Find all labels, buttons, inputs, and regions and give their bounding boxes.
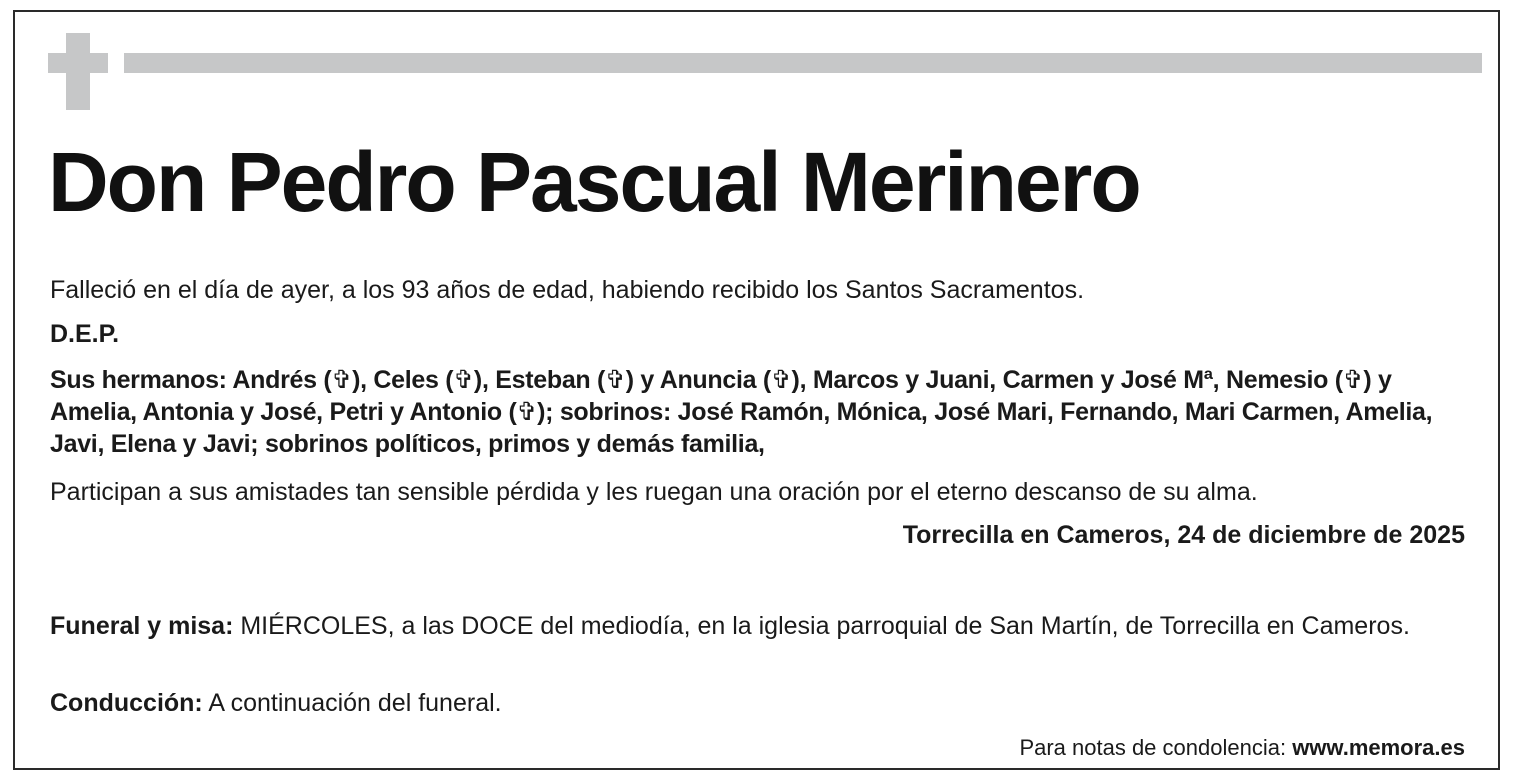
condolence-footer — [1019, 732, 1465, 764]
conduccion-label: Conducción: — [50, 689, 203, 717]
conduccion-info — [50, 687, 502, 719]
funeral-text: MIÉRCOLES, a las DOCE del mediodía, en la iglesia parroquial de San Martín, de Torrecilla en Cameros. — [233, 612, 1410, 640]
decorative-rule — [124, 53, 1482, 73]
deceased-name: Don Pedro Pascual Merinero — [48, 135, 1140, 229]
dep-text: D.E.P. — [50, 320, 120, 348]
funeral-label: Funeral y misa: — [50, 612, 234, 640]
place-date: Torrecilla en Cameros, 24 de diciembre de 2025 — [902, 521, 1465, 549]
funeral-info — [50, 610, 1460, 642]
footer-text: Para notas de condolencia: — [1019, 735, 1293, 760]
intro-text: Falleció en el día de ayer, a los 93 años de edad, habiendo recibido los Santos Sacramentos. — [50, 276, 1085, 304]
closing-text: Participan a sus amistades tan sensible pérdida y les ruegan una oración por el eterno descanso de su alma. — [50, 478, 1258, 506]
conduccion-text: A continuación del funeral. — [202, 689, 502, 717]
cross-icon-bar — [48, 53, 108, 73]
memora-link[interactable]: www.memora.es — [1292, 735, 1465, 760]
family-list: Sus hermanos: Andrés (✞), Celes (✞), Esteban (✞) y Anuncia (✞), Marcos y Juani, Carmen y José Mª, Nemesio (✞) y Amelia, Antonia y José, Petri y Antonio (✞); sobrinos: José Ramón, Mónica, José Mari, Fernando, Mari Carmen, Amelia, Javi, Elena y Javi; sobrinos políticos, primos y demás familia, — [50, 366, 1433, 458]
